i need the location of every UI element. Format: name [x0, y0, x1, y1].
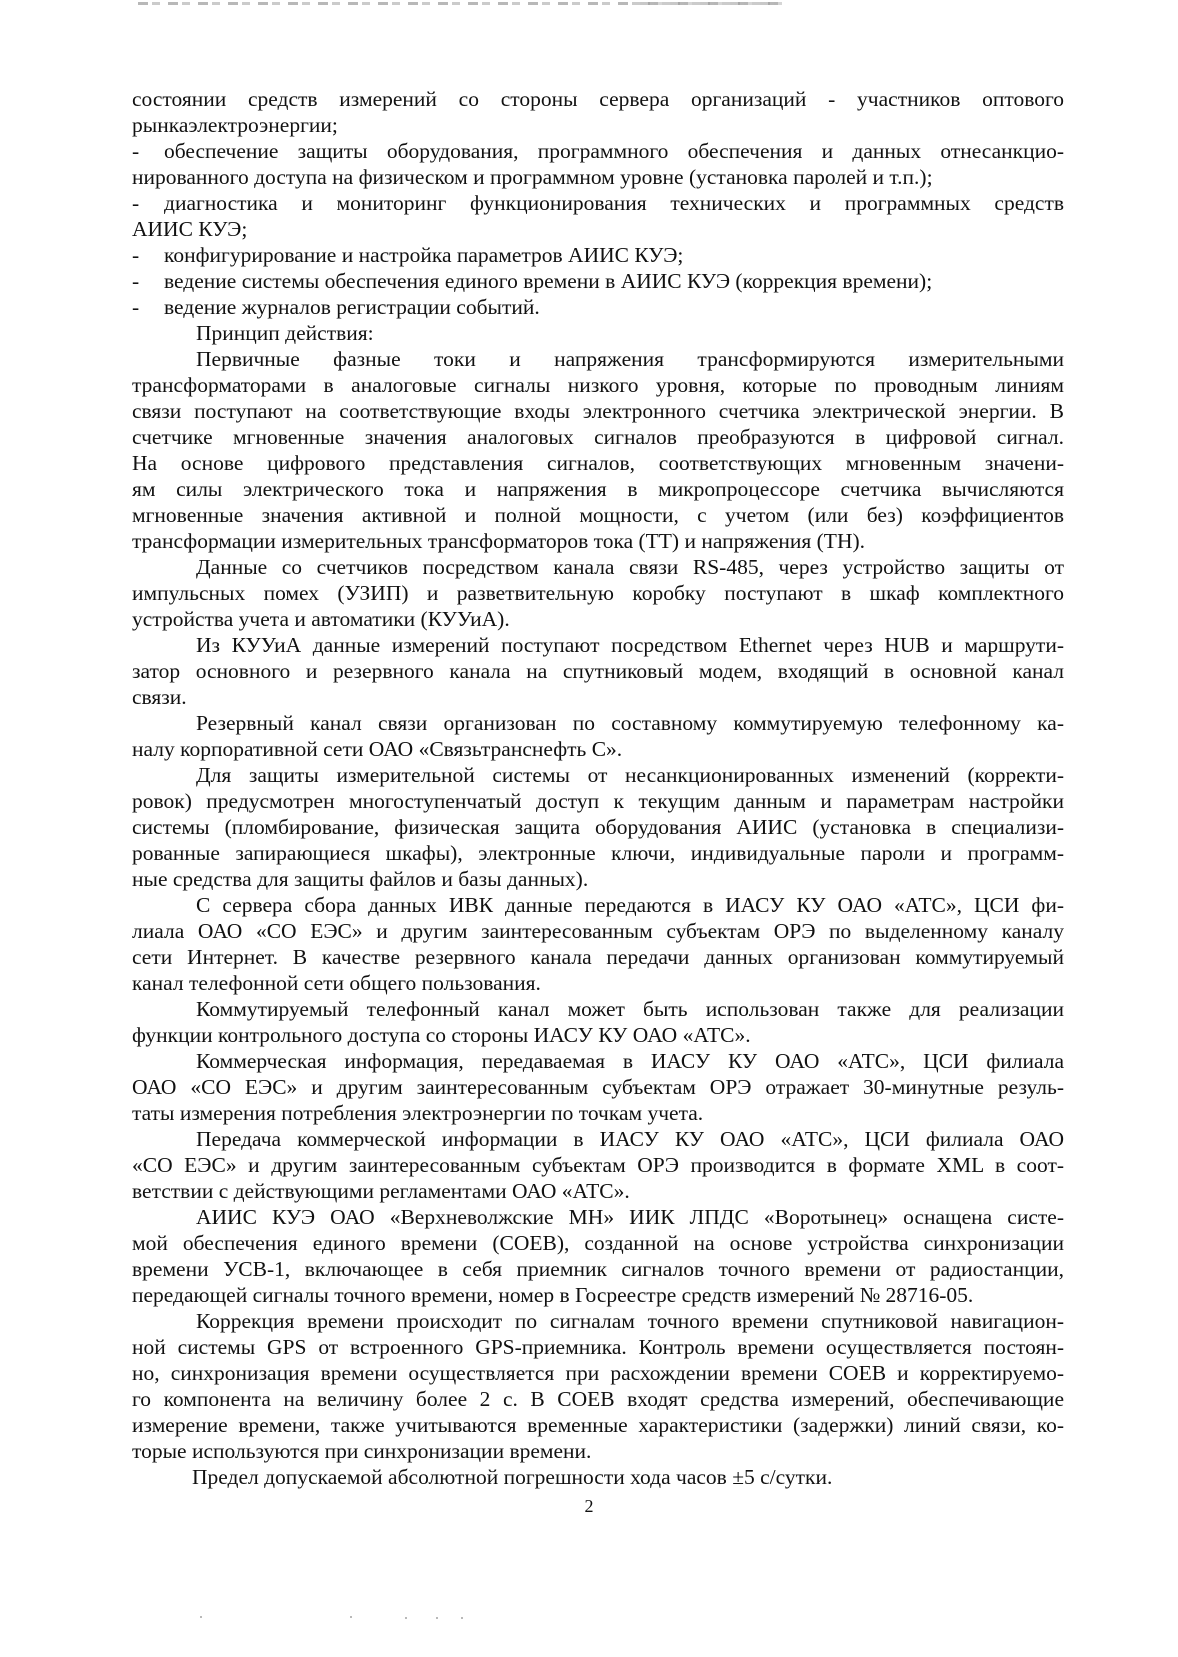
text-line: «СО ЕЭС» и другим заинтересованным субъектам ОРЭ производится в формате XML в соот- [132, 1153, 1064, 1177]
text-line: Коррекция времени происходит по сигналам точного времени спутниковой навигацион- [196, 1309, 1064, 1333]
text-line: Резервный канал связи организован по составному коммутируемую телефонному ка- [196, 711, 1064, 735]
text-line: сети Интернет. В качестве резервного канала передачи данных организован коммутируемый [132, 945, 1064, 969]
text-line: ветствии с действующими регламентами ОАО «АТС». [132, 1179, 630, 1203]
text-line: Для защиты измерительной системы от несанкционированных изменений (корректи- [196, 763, 1064, 787]
text-line: торые используются при синхронизации времени. [132, 1439, 592, 1463]
text-line: затор основного и резервного канала на спутниковый модем, входящий в основной канал [132, 659, 1064, 683]
text-line: состоянии средств измерений со стороны сервера организаций - участников оптового [132, 87, 1064, 111]
text-line: ные средства для защиты файлов и базы данных). [132, 867, 589, 891]
text-line: импульсных помех (УЗИП) и разветвительную коробку поступают в шкаф комплектного [132, 581, 1064, 605]
bullet-line: - ведение системы обеспечения единого времени в АИИС КУЭ (коррекция времени); [132, 268, 1064, 294]
scan-artifact [640, 2, 790, 5]
text-line: Принцип действия: [196, 321, 374, 345]
text-line: АИИС КУЭ; [132, 217, 248, 241]
text-line: счетчике мгновенные значения аналоговых сигналов преобразуются в цифровой сигнал. [132, 425, 1064, 449]
text-line: Передача коммерческой информации в ИАСУ КУ ОАО «АТС», ЦСИ филиала ОАО [196, 1127, 1064, 1151]
text-line: ям силы электрического тока и напряжения в микропроцессоре счетчика вычисляются [132, 477, 1064, 501]
scan-speck [461, 1617, 463, 1619]
bullet-line: - ведение журналов регистрации событий. [132, 294, 1064, 320]
text-line: ной системы GPS от встроенного GPS-приемника. Контроль времени осуществляется постоян- [132, 1335, 1064, 1359]
text-line: Данные со счетчиков посредством канала связи RS-485, через устройство защиты от [196, 555, 1064, 579]
text-line: го компонента на величину более 2 с. В СОЕВ входят средства измерений, обеспечивающие [132, 1387, 1064, 1411]
text-line: канал телефонной сети общего пользования. [132, 971, 541, 995]
text-line: устройства учета и автоматики (КУУиА). [132, 607, 510, 631]
text-line: связи. [132, 685, 187, 709]
text-line: ОАО «СО ЕЭС» и другим заинтересованным субъектам ОРЭ отражает 30-минутные резуль- [132, 1075, 1064, 1099]
text-line: Предел допускаемой абсолютной погрешности хода часов ±5 с/сутки. [192, 1465, 833, 1489]
text-line: Коммутируемый телефонный канал может быть использован также для реализации [196, 997, 1064, 1021]
bullet-line: - обеспечение защиты оборудования, программного обеспечения и данных отнесанкцио- [132, 138, 1064, 164]
text-line: рынкаэлектроэнергии; [132, 113, 338, 137]
text-line: мой обеспечения единого времени (СОЕВ), созданной на основе устройства синхронизации [132, 1231, 1064, 1255]
text-line: мгновенные значения активной и полной мощности, с учетом (или без) коэффициентов [132, 503, 1064, 527]
text-line: ровок) предусмотрен многоступенчатый доступ к текущим данным и параметрам настройки [132, 789, 1064, 813]
text-line: передающей сигналы точного времени, номер в Госреестре средств измерений № 28716-05. [132, 1283, 974, 1307]
text-line: Первичные фазные токи и напряжения трансформируются измерительными [196, 347, 1064, 371]
text-line: АИИС КУЭ ОАО «Верхневолжские МН» ИИК ЛПДС «Воротынец» оснащена систе- [196, 1205, 1064, 1229]
text-line: Коммерческая информация, передаваемая в ИАСУ КУ ОАО «АТС», ЦСИ филиала [196, 1049, 1064, 1073]
text-line: рованные запирающиеся шкафы), электронные ключи, индивидуальные пароли и программ- [132, 841, 1064, 865]
bullet-line: - диагностика и мониторинг функционирования технических и программных средств [132, 190, 1064, 216]
text-line: трансформаторами в аналоговые сигналы низкого уровня, которые по проводным линиям [132, 373, 1064, 397]
text-line: но, синхронизация времени осуществляется при расхождении времени СОЕВ и корректируемо- [132, 1361, 1064, 1385]
text-line: На основе цифрового представления сигналов, соответствующих мгновенным значени- [132, 451, 1064, 475]
text-line: Из КУУиА данные измерений поступают посредством Ethernet через HUB и маршрути- [196, 633, 1064, 657]
text-line: функции контрольного доступа со стороны ИАСУ КУ ОАО «АТС». [132, 1023, 751, 1047]
text-line: измерение времени, также учитываются временные характеристики (задержки) линий связи, ко- [132, 1413, 1064, 1437]
document-page [132, 86, 1064, 1490]
text-line: системы (пломбирование, физическая защита оборудования АИИС (установка в специализи- [132, 815, 1064, 839]
text-line: нированного доступа на физическом и программном уровне (установка паролей и т.п.); [132, 165, 933, 189]
scan-speck [350, 1616, 352, 1618]
text-line: времени УСВ-1, включающее в себя приемник сигналов точного времени от радиостанции, [132, 1257, 1064, 1281]
scan-speck [436, 1617, 438, 1619]
page-number: 2 [584, 1496, 594, 1516]
text-line: связи поступают на соответствующие входы электронного счетчика электрической энергии. В [132, 399, 1064, 423]
scan-speck [200, 1616, 202, 1618]
text-line: С сервера сбора данных ИВК данные передаются в ИАСУ КУ ОАО «АТС», ЦСИ фи- [196, 893, 1064, 917]
scan-speck [405, 1617, 407, 1619]
text-line: налу корпоративной сети ОАО «Связьтранснефть С». [132, 737, 623, 761]
text-line: таты измерения потребления электроэнергии по точкам учета. [132, 1101, 704, 1125]
bullet-line: - конфигурирование и настройка параметров АИИС КУЭ; [132, 242, 1064, 268]
text-line: трансформации измерительных трансформаторов тока (ТТ) и напряжения (ТН). [132, 529, 866, 553]
text-line: лиала ОАО «СО ЕЭС» и другим заинтересованным субъектам ОРЭ по выделенному каналу [132, 919, 1064, 943]
